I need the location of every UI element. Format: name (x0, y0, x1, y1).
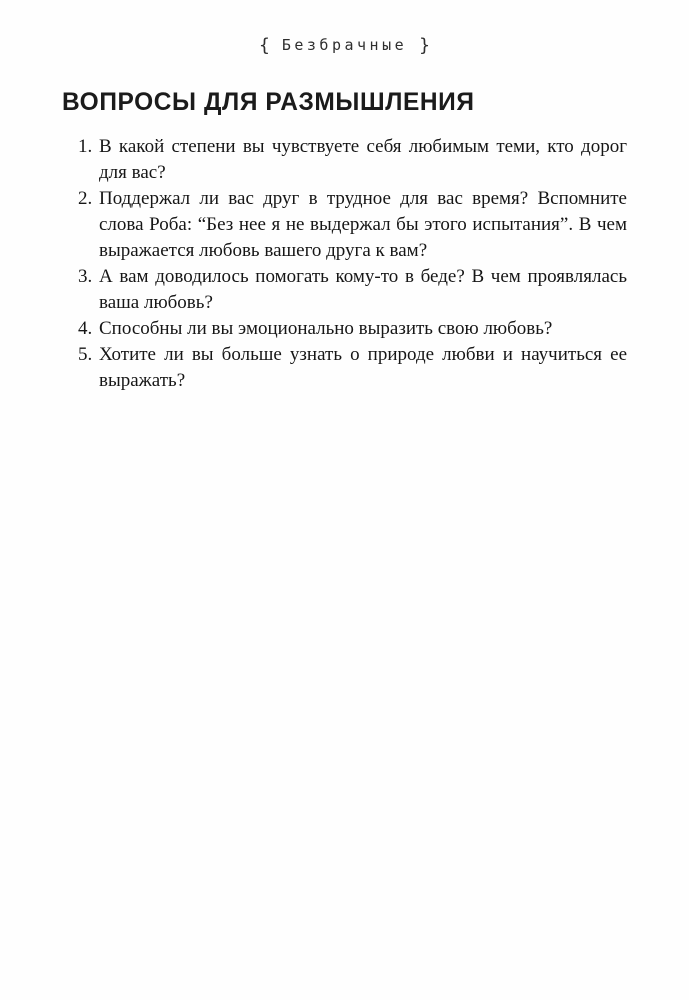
question-number: 4. (78, 318, 93, 339)
question-text: Поддержал ли вас друг в трудное для вас время? Вспомните слова Роба: “Без нее я не выдержал бы этого испытания”. В чем выражается любовь вашего друга к вам? (99, 188, 627, 261)
question-item-5 (78, 342, 627, 394)
question-text: А вам доводилось помогать кому-то в беде? В чем проявлялась ваша любовь? (99, 266, 627, 313)
running-head-title: Безбрачные (281, 36, 408, 54)
running-head (0, 34, 689, 55)
questions-list (78, 134, 627, 394)
right-bracket-ornament-icon: } (419, 35, 430, 56)
question-text: В какой степени вы чувствуете себя любимым теми, кто дорог для вас? (99, 136, 627, 183)
question-number: 2. (78, 188, 93, 209)
question-item-4 (78, 316, 627, 342)
question-item-2 (78, 186, 627, 264)
section-heading: ВОПРОСЫ ДЛЯ РАЗМЫШЛЕНИЯ (62, 88, 475, 116)
question-text: Способны ли вы эмоционально выразить свою любовь? (99, 318, 553, 339)
question-number: 3. (78, 266, 93, 287)
question-item-1 (78, 134, 627, 186)
question-text: Хотите ли вы больше узнать о природе любви и научиться ее выражать? (99, 344, 627, 391)
question-number: 1. (78, 136, 93, 157)
left-bracket-ornament-icon: { (259, 35, 270, 56)
question-number: 5. (78, 344, 93, 365)
question-item-3 (78, 264, 627, 316)
